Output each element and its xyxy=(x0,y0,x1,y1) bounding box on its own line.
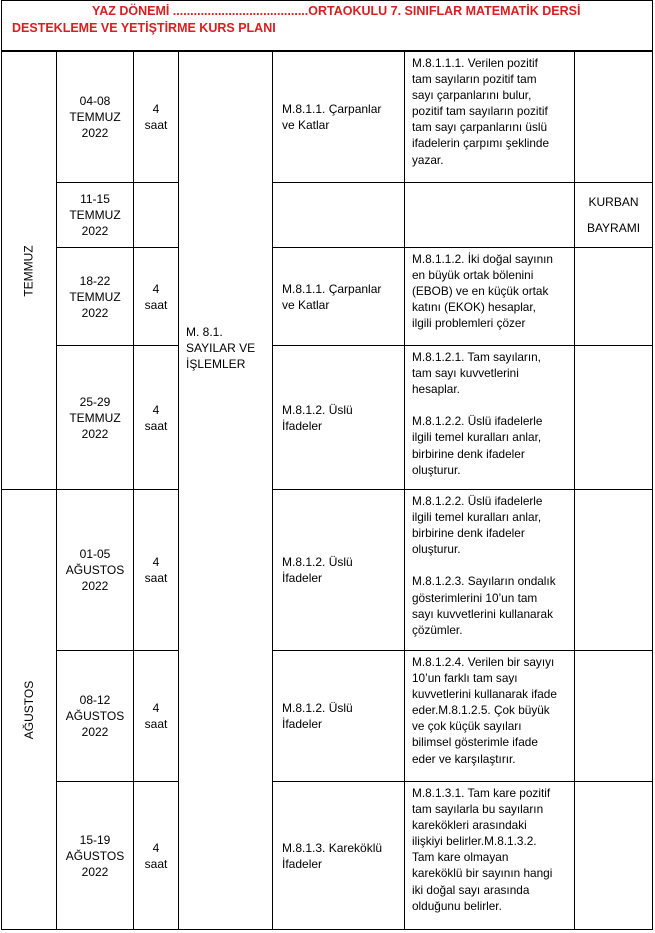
header-line-2: DESTEKLEME VE YETİŞTİRME KURS PLANI xyxy=(12,21,276,35)
hours-cell: 4 saat xyxy=(133,781,179,930)
date-cell: 01-05 AĞUSTOS 2022 xyxy=(56,489,134,651)
holiday-note-cell: KURBAN BAYRAMI xyxy=(574,182,653,248)
month-cell-agustos xyxy=(1,489,57,930)
target-cell: M.8.1.1.2. İki doğal sayının en büyük ortak bölenini (EBOB) ve en küçük ortak katını (EKOK) hesaplar, ilgili problemleri çözer xyxy=(404,247,575,346)
header-line-1: YAZ DÖNEMİ .......................................ORTAOKULU 7. SINIFLAR MATEMATİK DERSİ xyxy=(92,4,581,18)
note-cell xyxy=(574,247,653,346)
topic-cell xyxy=(272,182,405,248)
hours-cell: 4 saat xyxy=(133,489,179,651)
target-cell: M.8.1.2.4. Verilen bir sayıyı 10’un farklı tam sayı kuvvetlerini kullanarak ifade eder.M.8.1.2.5. Çok büyük ve çok küçük sayıları bilimsel gösterimle ifade eder ve karşılaştırır. xyxy=(404,650,575,782)
target-cell: M.8.1.3.1. Tam kare pozitif tam sayılarla bu sayıların karekökleri arasındaki ilişkiyi belirler.M.8.1.3.2. Tam kare olmayan kareköklü bir sayının hangi iki doğal sayı arasında olduğunu belirler. xyxy=(404,781,575,930)
topic-cell: M.8.1.1. Çarpanlar ve Katlar xyxy=(272,247,405,346)
hours-cell xyxy=(133,182,179,248)
topic-cell: M.8.1.2. Üslü İfadeler xyxy=(272,650,405,782)
hours-cell: 4 saat xyxy=(133,345,179,490)
topic-cell: M.8.1.1. Çarpanlar ve Katlar xyxy=(272,51,405,183)
month-cell-temmuz xyxy=(1,51,57,490)
note-cell xyxy=(574,489,653,651)
topic-cell: M.8.1.2. Üslü İfadeler xyxy=(272,489,405,651)
date-cell: 04-08 TEMMUZ 2022 xyxy=(56,51,134,183)
date-cell: 15-19 AĞUSTOS 2022 xyxy=(56,781,134,930)
note-cell xyxy=(574,781,653,930)
target-cell xyxy=(404,182,575,248)
note-cell xyxy=(574,650,653,782)
month-label-temmuz: TEMMUZ xyxy=(21,244,36,297)
hours-cell: 4 saat xyxy=(133,247,179,346)
note-cell xyxy=(574,51,653,183)
unit-cell xyxy=(178,51,273,930)
note-cell xyxy=(574,345,653,490)
date-cell: 11-15 TEMMUZ 2022 xyxy=(56,182,134,248)
target-cell: M.8.1.2.1. Tam sayıların, tam sayı kuvvetlerini hesaplar. M.8.1.2.2. Üslü ifadelerle ilgili temel kuralları anlar, birbirine denk ifadeler oluşturur. xyxy=(404,345,575,490)
topic-cell: M.8.1.3. Kareköklü İfadeler xyxy=(272,781,405,930)
date-cell: 18-22 TEMMUZ 2022 xyxy=(56,247,134,346)
date-cell: 08-12 AĞUSTOS 2022 xyxy=(56,650,134,782)
hours-cell: 4 saat xyxy=(133,650,179,782)
hours-cell: 4 saat xyxy=(133,51,179,183)
target-cell: M.8.1.2.2. Üslü ifadelerle ilgili temel kuralları anlar, birbirine denk ifadeler oluşturur. M.8.1.2.3. Sayıların ondalık gösterimlerini 10’un tam sayı kuvvetlerini kullanarak çözümler. xyxy=(404,489,575,651)
target-cell: M.8.1.1.1. Verilen pozitif tam sayıların pozitif tam sayı çarpanlarını bulur, pozitif tam sayıların pozitif tam sayı çarpanlarını üslü ifadelerin çarpımı şeklinde yazar. xyxy=(404,51,575,183)
date-cell: 25-29 TEMMUZ 2022 xyxy=(56,345,134,490)
unit-label: M. 8.1. SAYILAR VE İŞLEMLER xyxy=(186,325,256,371)
plan-header xyxy=(1,0,653,51)
topic-cell: M.8.1.2. Üslü İfadeler xyxy=(272,345,405,490)
month-label-agustos: AĞUSTOS xyxy=(22,680,36,739)
